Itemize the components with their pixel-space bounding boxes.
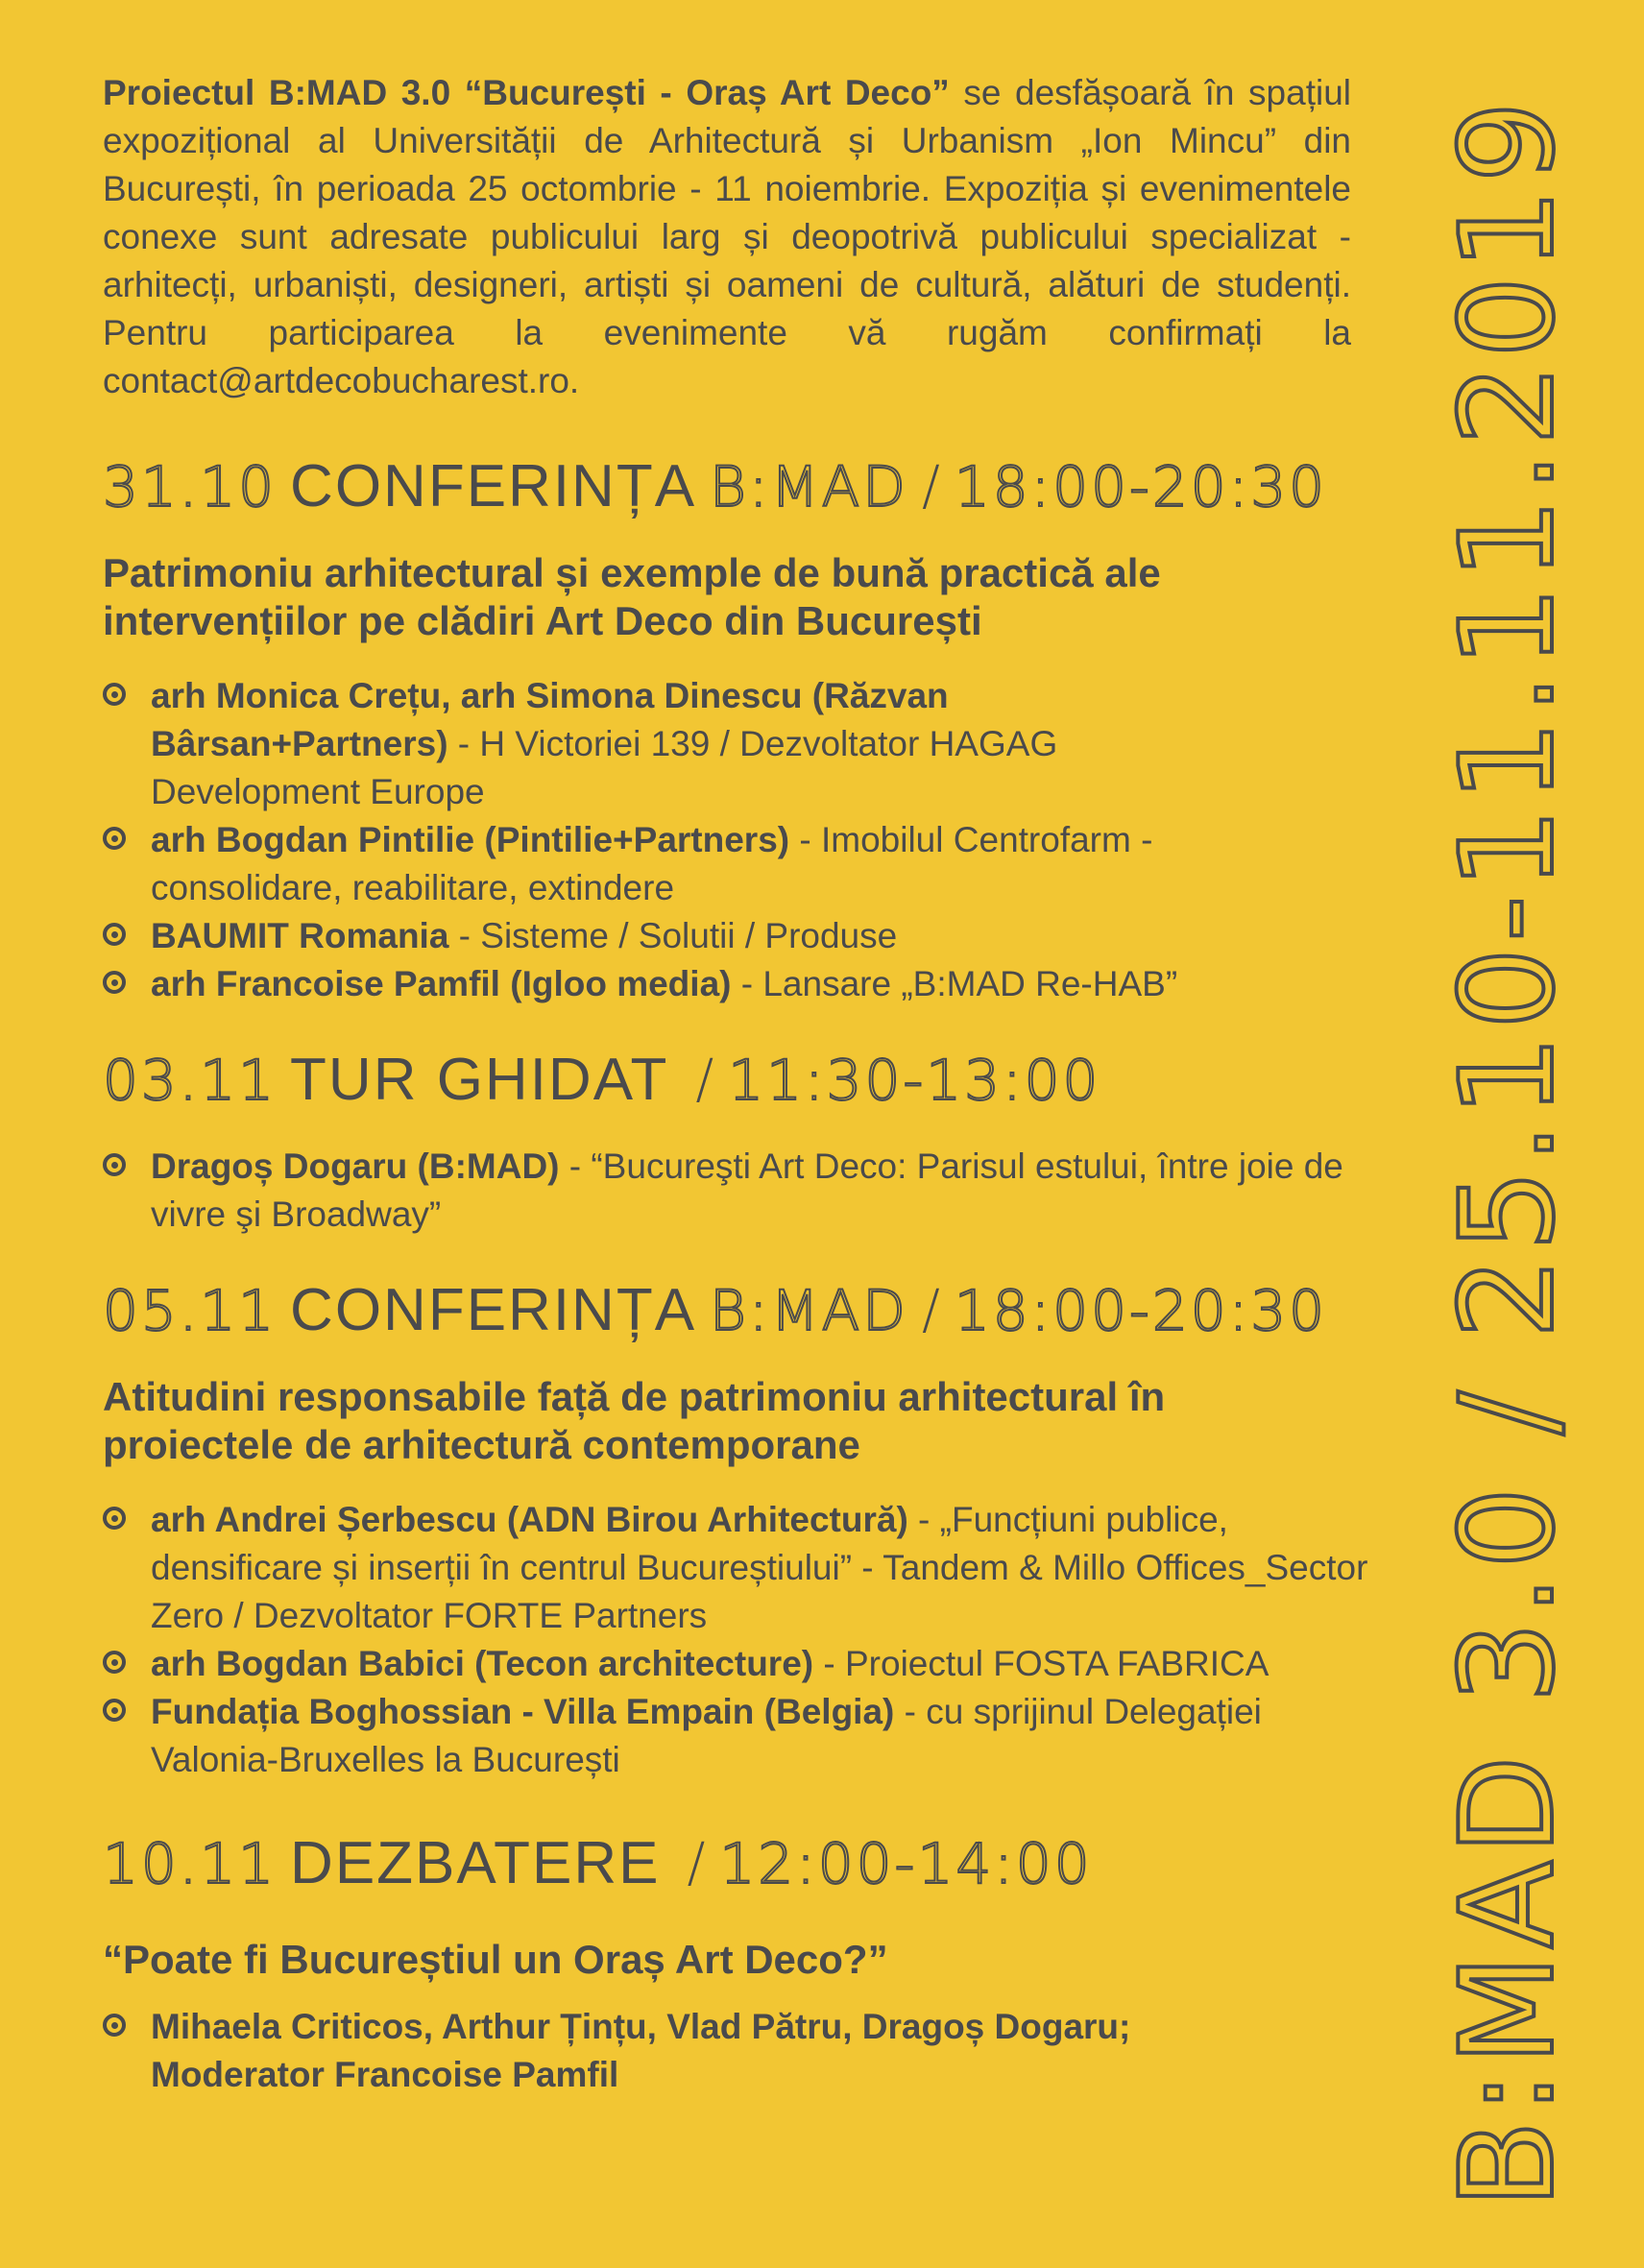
speaker-topic: - Imobilul Centrofarm - consolidare, reabilitare, extindere [151, 820, 1153, 907]
speaker-list [103, 1143, 1351, 1239]
speaker-name: BAUMIT Romania [151, 916, 449, 955]
event-topic: “Poate fi Bucureștiul un Oraș Art Deco?” [103, 1937, 888, 1982]
speaker-topic: - “Bucureşti Art Deco: Parisul estului, între joie de vivre şi Broadway” [151, 1146, 1343, 1234]
speaker-list [103, 2003, 1351, 2099]
event-time: 11:30-13:00 [728, 1048, 1101, 1113]
speaker-topic: - „Funcțiuni publice, densificare și inserții în centrul Bucureștiului” - Tandem & Millo Offices_Sector Zero / Dezvoltator FORTE Partners [151, 1500, 1368, 1635]
speaker-item [103, 960, 1303, 1008]
event-header [103, 453, 1351, 520]
event-kind: CONFERINȚA [290, 453, 697, 519]
event-1 [103, 453, 1351, 1008]
speaker-list [103, 1496, 1368, 1784]
event-2 [103, 1047, 1351, 1239]
event-topic: Patrimoniu arhitectural și exemple de bună practică ale intervențiilor pe clădiri Art Deco din București [103, 550, 1161, 643]
speaker-topic: - Sisteme / Solutii / Produse [448, 916, 898, 955]
speaker-item [103, 1143, 1351, 1239]
bullet-icon [103, 1507, 126, 1530]
speaker-item [103, 1496, 1390, 1640]
bullet-icon [103, 683, 126, 706]
event-4 [103, 1830, 1351, 2099]
speaker-topic: - Proiectul FOSTA FABRICA [813, 1644, 1269, 1683]
bullet-icon [103, 1699, 126, 1722]
speaker-name: arh Andrei Șerbescu (ADN Birou Arhitectură) [151, 1500, 908, 1539]
event-time: 18:00-20:30 [954, 1278, 1328, 1343]
event-header [103, 1047, 1351, 1114]
event-header [103, 1277, 1351, 1344]
event-separator: / [695, 1049, 715, 1111]
speaker-item [103, 1640, 1274, 1688]
speaker-name: arh Francoise Pamfil (Igloo media) [151, 964, 732, 1003]
event-time: 18:00-20:30 [954, 454, 1328, 519]
program-column [103, 69, 1368, 2099]
speaker-name: arh Bogdan Pintilie (Pintilie+Partners) [151, 820, 790, 859]
event-kind: CONFERINȚA [290, 1277, 697, 1343]
bullet-icon [103, 2014, 126, 2037]
speaker-name: arh Monica Crețu, arh Simona Dinescu (Răzvan Bârsan+Partners) [151, 676, 949, 763]
event-topic: Atitudini responsabile față de patrimoniu arhitectural în proiectele de arhitectură contemporane [103, 1374, 1166, 1467]
intro-text: se desfășoară în spațiul expozițional al Universității de Arhitectură și Urbanism „Ion Mincu” din București, în perioada 25 octombrie - 11 noiembrie. Expoziția și evenimentele conexe sunt adresate publicului larg și deopotrivă publicului specializat - arhitecți, urbaniști, designeri, artiști și oameni de cultură, alături de studenți. Pentru participarea la evenimente vă rugăm confirmați la contact@artdecobucharest.ro. [103, 73, 1351, 400]
event-separator: / [687, 1832, 707, 1894]
bullet-icon [103, 827, 126, 850]
project-title: Proiectul B:MAD 3.0 “București - Oraș Art Deco” [103, 73, 950, 112]
event-brand: B:MAD [710, 454, 908, 519]
speaker-item [103, 2003, 1265, 2099]
event-kind: DEZBATERE [290, 1830, 661, 1896]
event-separator: / [921, 1279, 941, 1341]
event-header [103, 1830, 1351, 1897]
speaker-topic: - H Victoriei 139 / Dezvoltator HAGAG Development Europe [151, 724, 1058, 811]
event-kind: TUR GHIDAT [290, 1047, 669, 1113]
event-separator: / [921, 455, 941, 518]
speaker-topic: - Lansare „B:MAD Re-HAB” [731, 964, 1178, 1003]
event-time: 12:00-14:00 [719, 1831, 1093, 1896]
bullet-icon [103, 971, 126, 994]
event-date: 03.11 [103, 1048, 278, 1113]
event-brand: B:MAD [710, 1278, 908, 1343]
bullet-icon [103, 1651, 126, 1674]
speaker-list [103, 672, 1303, 1008]
speaker-name: Mihaela Criticos, Arthur Țințu, Vlad Pătru, Dragoș Dogaru; Moderator Francoise Pamfil [151, 2007, 1131, 2094]
bullet-icon [103, 1153, 126, 1176]
speaker-item [103, 672, 1159, 816]
intro-paragraph [103, 69, 1351, 405]
speaker-item [103, 912, 1303, 960]
event-date: 05.11 [103, 1278, 278, 1343]
speaker-name: Fundația Boghossian - Villa Empain (Belgia) [151, 1692, 895, 1731]
vertical-date-banner: B:MAD 3.0 / 25.10-11.11.2019 [1433, 95, 1583, 2208]
event-3 [103, 1277, 1368, 1784]
speaker-item [103, 816, 1303, 912]
event-date: 31.10 [103, 454, 278, 519]
event-date: 10.11 [103, 1831, 278, 1896]
speaker-topic: - cu sprijinul Delegației Valonia-Bruxelles la București [151, 1692, 1262, 1779]
speaker-name: Dragoș Dogaru (B:MAD) [151, 1146, 560, 1186]
speaker-name: arh Bogdan Babici (Tecon architecture) [151, 1644, 814, 1683]
speaker-item [103, 1688, 1293, 1784]
bullet-icon [103, 923, 126, 946]
